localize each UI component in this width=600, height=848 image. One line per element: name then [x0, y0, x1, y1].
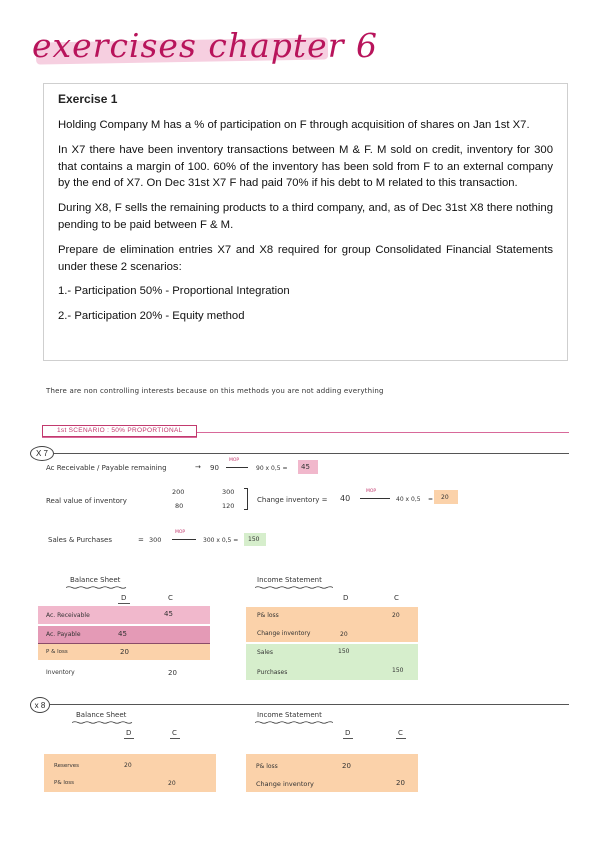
arrow-glyph: →: [195, 463, 201, 471]
inv-result: 20: [441, 494, 449, 501]
x8-bs-row2-c: 20: [168, 780, 176, 787]
inv-calc: 40 x 0,5: [396, 496, 421, 503]
x8-is-row2-label: Change inventory: [256, 780, 314, 788]
x8-bs-row2-label: P& loss: [54, 780, 74, 786]
x8-is-row1-d: 20: [342, 762, 351, 770]
exercise-paragraph-3: During X8, F sells the remaining products to a third company, and, as of Dec 31st X8 there nothing pending to be paid between F & M.: [58, 202, 553, 231]
x7-income-title: Income Statement: [257, 576, 322, 584]
x7-bs-divider: [38, 643, 210, 644]
inv-col2-bottom: 120: [222, 502, 235, 510]
x7-balance-c-header: C: [168, 594, 173, 602]
inv-eq: =: [428, 496, 434, 503]
exercise-paragraph-1: Holding Company M has a % of participation on F through acquisition of shares on Jan 1st X7.: [58, 119, 530, 131]
inv-col2-top: 300: [222, 488, 235, 496]
x8-balance-c-underline: [170, 738, 180, 739]
x8-balance-d-header: D: [126, 729, 132, 737]
x8-is-row2-c: 20: [396, 779, 405, 787]
x7-is-row2-label: Change inventory: [257, 630, 311, 637]
x8-bs-row1-label: Reserves: [54, 763, 79, 769]
exercise-box: [43, 83, 568, 361]
x7-is-row1-c: 20: [392, 612, 400, 619]
year-x8-marker: [30, 697, 50, 713]
x7-is-row2-d: 20: [340, 631, 348, 638]
x8-is-row1-label: P& loss: [256, 763, 278, 770]
scenario-label: 1st SCENARIO : 50% PROPORTIONAL: [57, 427, 183, 434]
ar-result: 45: [301, 463, 310, 471]
ar-calc: 90 x 0,5 =: [256, 465, 288, 472]
year-x7-label: X 7: [35, 449, 48, 458]
inv-change-value: 40: [340, 494, 351, 503]
x7-is-row3-d: 150: [338, 648, 350, 655]
x8-balance-d-underline: [124, 738, 134, 739]
sales-calc: 300 x 0,5 =: [203, 537, 239, 544]
exercise-title: Exercise 1: [58, 92, 118, 106]
ar-value: 90: [210, 464, 219, 472]
x7-bs-row1-c: 45: [164, 610, 173, 618]
x8-income-c-underline: [396, 738, 406, 739]
sales-label: Sales & Purchases: [48, 536, 112, 544]
year-x8-label: x 8: [34, 700, 46, 710]
x7-separator: [54, 453, 569, 454]
x7-income-c-header: C: [394, 594, 399, 602]
ar-arrow-line: [226, 467, 248, 468]
scenario-item-2: 2.- Participation 20% - Equity method: [58, 310, 245, 323]
year-x7-marker: [30, 446, 54, 461]
sales-value: 300: [149, 536, 162, 544]
scenario-item-1: 1.- Participation 50% - Proportional Integration: [58, 285, 290, 298]
x7-bs-row4-c: 20: [168, 669, 177, 677]
x7-is-row3-label: Sales: [257, 649, 273, 656]
title-area: [32, 22, 378, 74]
intro-note: There are non controlling interests because on this methods you are not adding everything: [46, 387, 384, 395]
x8-income-title: Income Statement: [257, 711, 322, 719]
ar-mop: MOP: [229, 458, 240, 463]
x8-income-d-header: D: [345, 729, 351, 737]
sales-result: 150: [248, 536, 260, 543]
inv-col1-top: 200: [172, 488, 185, 496]
x8-bs-row1-d: 20: [124, 762, 132, 769]
x7-bs-row3-label: P & loss: [46, 649, 68, 655]
x7-bs-row2-d: 45: [118, 630, 127, 638]
x8-income-squiggle: [255, 721, 333, 724]
sales-eq: =: [138, 536, 144, 544]
x8-balance-c-header: C: [172, 729, 177, 737]
x7-is-row4-label: Purchases: [257, 669, 288, 676]
inv-label: Real value of inventory: [46, 497, 127, 505]
x8-income-d-underline: [343, 738, 353, 739]
x8-separator: [50, 704, 569, 705]
x7-balance-d-header: D: [121, 594, 127, 602]
inv-arrow-line: [360, 498, 390, 499]
x7-bs-row4-label: Inventory: [46, 669, 75, 676]
inv-bracket: [244, 488, 248, 510]
ar-label: Ac Receivable / Payable remaining: [46, 464, 167, 472]
x7-income-d-header: D: [343, 594, 349, 602]
inv-mop: MOP: [366, 489, 377, 494]
page-title: exercises chapter 6: [32, 26, 378, 65]
x8-income-c-header: C: [398, 729, 403, 737]
x7-income-squiggle: [255, 586, 333, 589]
inv-col1-bottom: 80: [175, 502, 184, 510]
sales-mop: MOP: [175, 530, 186, 535]
x7-bs-row2-label: Ac. Payable: [46, 631, 81, 638]
x8-balance-title: Balance Sheet: [76, 711, 127, 719]
x7-balance-title: Balance Sheet: [70, 576, 121, 584]
x7-bs-row1-label: Ac. Receivable: [46, 612, 90, 619]
exercise-paragraph-2: In X7 there have been inventory transactions between M & F. M sold on credit, inventory for 300 that contains a margin of 100. 60% of the inventory has been sold from F to an external company by the end of X7. On Dec 31st X7 F had paid 70% if his debt to M related to this transaction.: [58, 143, 553, 190]
x7-balance-squiggle: [66, 586, 128, 589]
x8-bs-highlight: [44, 754, 216, 792]
x7-is-row4-c: 150: [392, 667, 404, 674]
scenario-separator: [197, 432, 569, 433]
exercise-paragraph-4: Prepare de elimination entries X7 and X8 required for group Consolidated Financial Statements under these 2 scenarios:: [58, 243, 553, 273]
scenario-label-box: [42, 425, 197, 437]
x7-is-row1-label: P& loss: [257, 612, 279, 619]
sales-arrow-line: [172, 539, 196, 540]
scenario-underline: [42, 437, 197, 438]
x8-balance-squiggle: [72, 721, 134, 724]
x7-bs-row3-d: 20: [120, 648, 129, 656]
inv-change-label: Change inventory =: [257, 496, 328, 504]
x7-balance-d-underline: [118, 603, 130, 604]
